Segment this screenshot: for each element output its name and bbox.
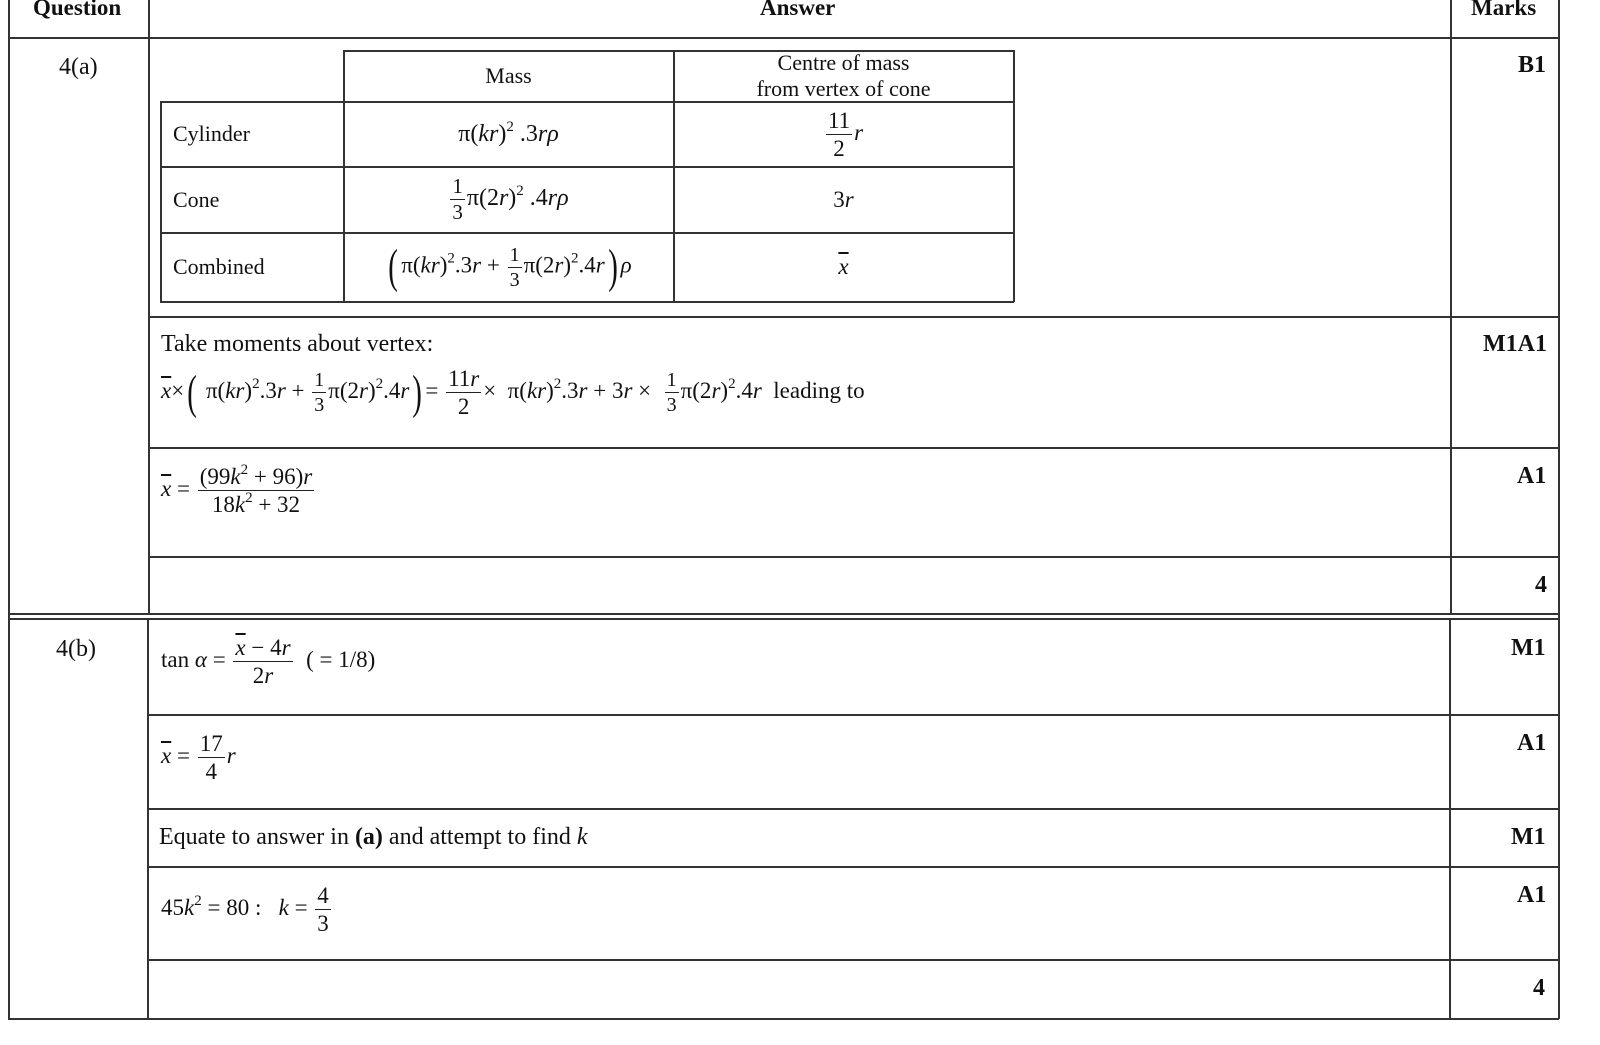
mark-a1-c: A1 [1517, 882, 1547, 908]
row-cylinder-mass: π(kr)$^2$ .3rρ [458, 118, 559, 147]
header-bottom-rule [8, 37, 1559, 39]
mark-total-b: 4 [1533, 975, 1545, 1001]
row-rule [148, 316, 1559, 318]
header-question: Question [33, 0, 122, 20]
equate-suffix: and attempt to find [388, 824, 571, 850]
mark-b1: B1 [1518, 52, 1547, 78]
row-combined-name: Combined [173, 254, 265, 279]
mark-m1-b: M1 [1511, 824, 1546, 850]
row-cone-name: Cone [173, 186, 220, 212]
mark-a1: A1 [1517, 463, 1547, 489]
inner-table-rule [1013, 50, 1015, 302]
result-equation: $\overline{x}$ = $\frac{(99k^2 + 96)r}{18k^2 + 32}$ [161, 462, 313, 517]
question-divider-a [148, 0, 150, 614]
row-rule [147, 959, 1559, 961]
question-label-4a: 4(a) [59, 54, 98, 80]
row-cylinder-name: Cylinder [173, 121, 250, 146]
header-answer: Answer [760, 0, 836, 20]
moments-intro: Take moments about vertex: [161, 331, 434, 357]
inner-table-rule [160, 301, 1014, 303]
col-mass-text: Mass [485, 63, 532, 88]
mark-m1: M1 [1511, 635, 1546, 661]
mark-total-a: 4 [1535, 572, 1547, 598]
row-rule [148, 556, 1559, 558]
k-solution-equation: $45k^2 = 80$ : k = $\frac{4}{3}$ [161, 883, 329, 936]
col-centre-header [674, 51, 1013, 101]
marks-divider-a [1450, 0, 1452, 614]
mark-a1-b: A1 [1517, 730, 1547, 756]
col-centre-line2: from vertex of cone [756, 76, 931, 101]
equate-prefix: Equate to answer in [159, 824, 349, 850]
leading-to-text: leading to [773, 377, 865, 403]
row-cone-centre: 3r [833, 186, 854, 212]
part-b-top-rule [8, 618, 1559, 620]
question-label-4b: 4(b) [56, 636, 96, 662]
row-cylinder-centre: $\frac{11}{2}$ r [827, 107, 864, 161]
mark-m1a1: M1A1 [1483, 331, 1547, 357]
col-mass-header [344, 51, 673, 101]
xbar-value-equation: $\overline{x}$ = $\frac{17}{4}$ r [161, 731, 236, 784]
left-border [8, 0, 10, 1019]
moments-equation: $\overline{x}\times$( π(kr)$^2$.3r + $\frac{1}{3}$ $\pi(2r)^2.4r$) = $\frac{11r}{2}$ × π(kr)$^2$.3r + 3r × $\frac{1}{3}$ $\pi(2r)^2.4r$ leading to [161, 365, 865, 419]
equate-variable: k [576, 824, 588, 850]
row-combined-centre: $\overline{x}$ [838, 254, 849, 279]
row-combined-mass: ( π(kr)$^2$.3r + $\frac{1}{3}$ $\pi(2r)^2.4r$) ρ [388, 240, 632, 293]
row-cone-mass: $\frac{1}{3}$ $\pi(2r)^2$ .4rρ [452, 174, 569, 224]
tan-note: ( = 1/8) [306, 646, 376, 672]
col-centre-line1: Centre of mass [777, 49, 910, 75]
row-rule [147, 714, 1559, 716]
part-b-bottom-rule [8, 1018, 1559, 1020]
row-rule [148, 447, 1559, 449]
equate-instruction [159, 825, 588, 849]
header-marks: Marks [1471, 0, 1537, 20]
equate-bold: (a) [354, 824, 383, 850]
tan-alpha-equation: tan α = $\frac{\overline{x} - 4r}{2r}$ ( = 1/8) [161, 635, 376, 688]
row-rule [147, 808, 1559, 810]
part-a-bottom-rule [8, 613, 1559, 615]
row-rule [147, 866, 1559, 868]
